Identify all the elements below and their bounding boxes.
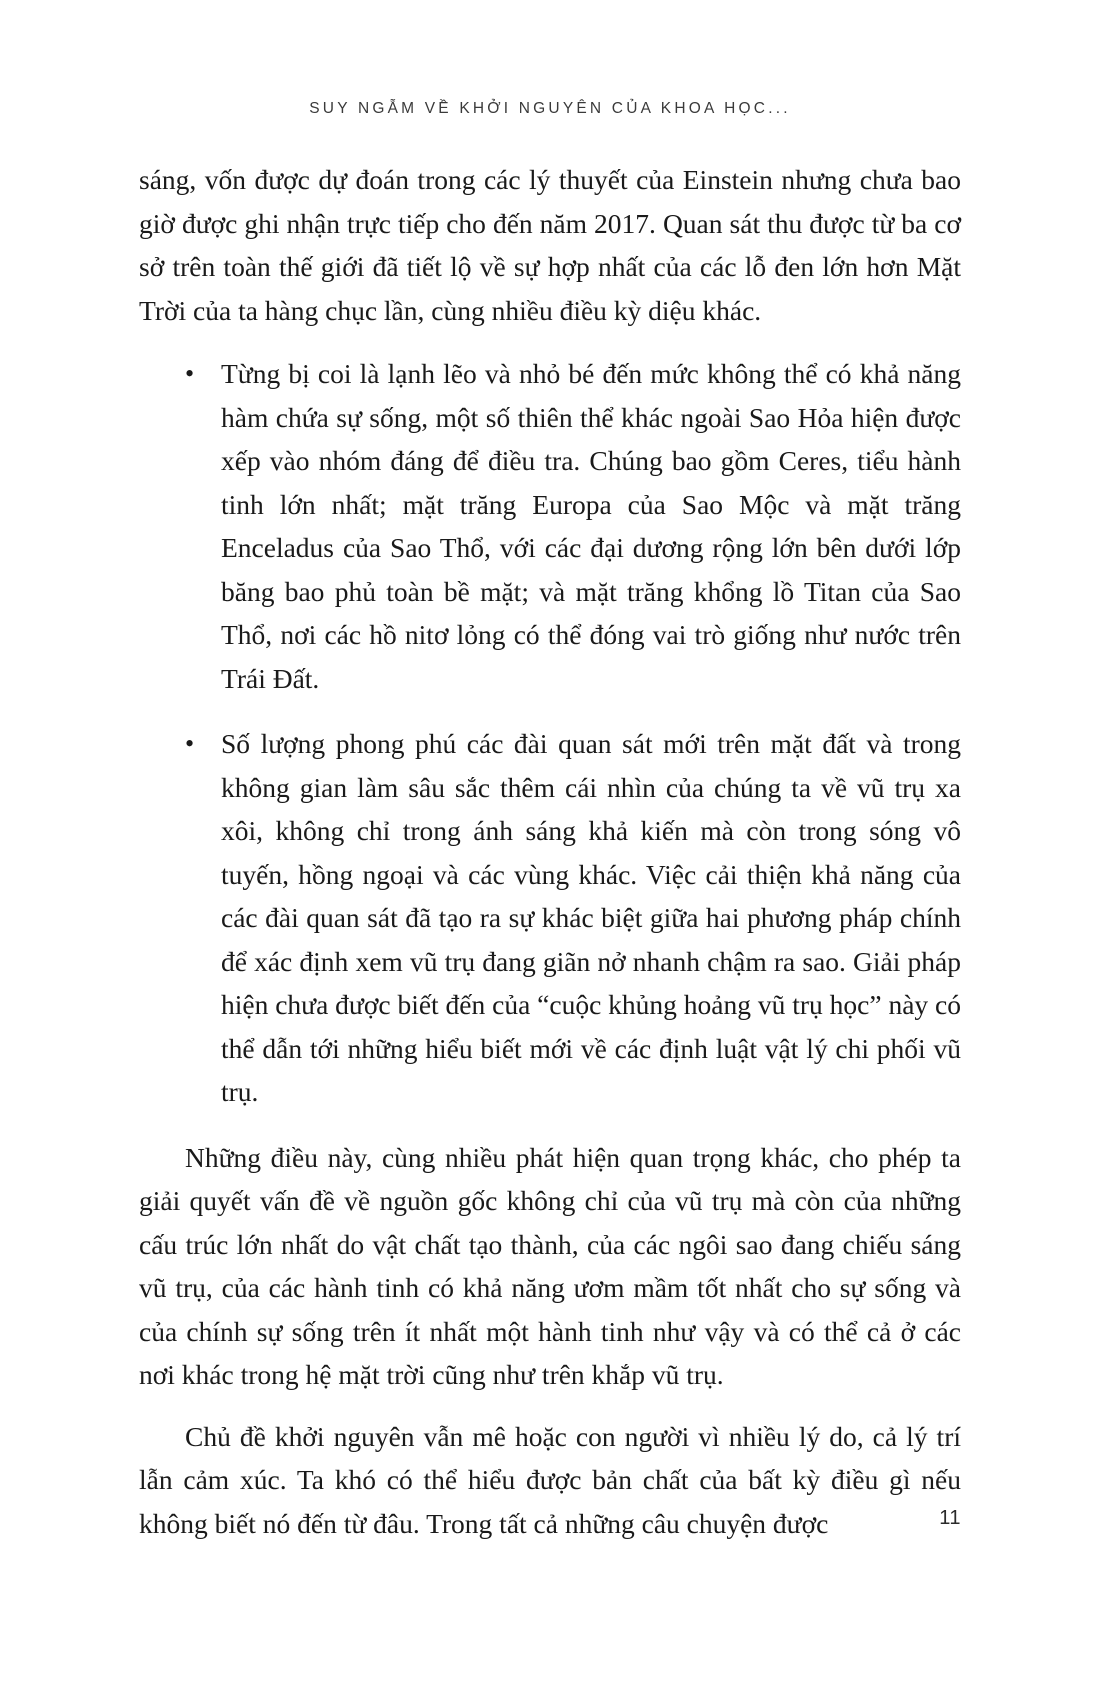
page-number: 11 [939,1507,961,1529]
list-item [139,722,961,1114]
list-item [139,352,961,700]
page-content [139,158,961,1551]
bullet-list [139,352,961,1114]
paragraph-continuation: sáng, vốn được dự đoán trong các lý thuyết của Einstein nhưng chưa bao giờ được ghi nhận trực tiếp cho đến năm 2017. Quan sát thu được từ ba cơ sở trên toàn thế giới đã tiết lộ về sự hợp nhất của các lỗ đen lớn hơn Mặt Trời của ta hàng chục lần, cùng nhiều điều kỳ diệu khác. [139,164,961,326]
paragraph-2: Những điều này, cùng nhiều phát hiện quan trọng khác, cho phép ta giải quyết vấn đề về nguồn gốc không chỉ của vũ trụ mà còn của những cấu trúc lớn nhất do vật chất tạo thành, của các ngôi sao đang chiếu sáng vũ trụ, của các hành tinh có khả năng ươm mầm tốt nhất cho sự sống và của chính sự sống trên ít nhất một hành tinh như vậy và có thể cả ở các nơi khác trong hệ mặt trời cũng như trên khắp vũ trụ. [139,1141,961,1390]
running-head: SUY NGẪM VỀ KHỞI NGUYÊN CỦA KHOA HỌC... [309,100,791,117]
list-item-text: Từng bị coi là lạnh lẽo và nhỏ bé đến mức không thể có khả năng hàm chứa sự sống, một số thiên thể khác ngoài Sao Hỏa hiện được xếp vào nhóm đáng để điều tra. Chúng bao gồm Ceres, tiểu hành tinh lớn nhất; mặt trăng Europa của Sao Mộc và mặt trăng Enceladus của Sao Thổ, với các đại dương rộng lớn bên dưới lớp băng bao phủ toàn bề mặt; và mặt trăng khổng lồ Titan của Sao Thổ, nơi các hồ nitơ lỏng có thể đóng vai trò giống như nước trên Trái Đất. [221,358,961,694]
list-item-text: Số lượng phong phú các đài quan sát mới trên mặt đất và trong không gian làm sâu sắc thêm cái nhìn của chúng ta về vũ trụ xa xôi, không chỉ trong ánh sáng khả kiến mà còn trong sóng vô tuyến, hồng ngoại và các vùng khác. Việc cải thiện khả năng của các đài quan sát đã tạo ra sự khác biệt giữa hai phương pháp chính để xác định xem vũ trụ đang giãn nở nhanh chậm ra sao. Giải pháp hiện chưa được biết đến của “cuộc khủng hoảng vũ trụ học” này có thể dẫn tới những hiểu biết mới về các định luật vật lý chi phối vũ trụ. [221,728,961,1107]
paragraph-3: Chủ đề khởi nguyên vẫn mê hoặc con người vì nhiều lý do, cả lý trí lẫn cảm xúc. Ta khó có thể hiểu được bản chất của bất kỳ điều gì nếu không biết nó đến từ đâu. Trong tất cả những câu chuyện được [139,1420,961,1539]
bullet-marker: • [185,359,195,388]
bullet-marker: • [185,729,195,758]
